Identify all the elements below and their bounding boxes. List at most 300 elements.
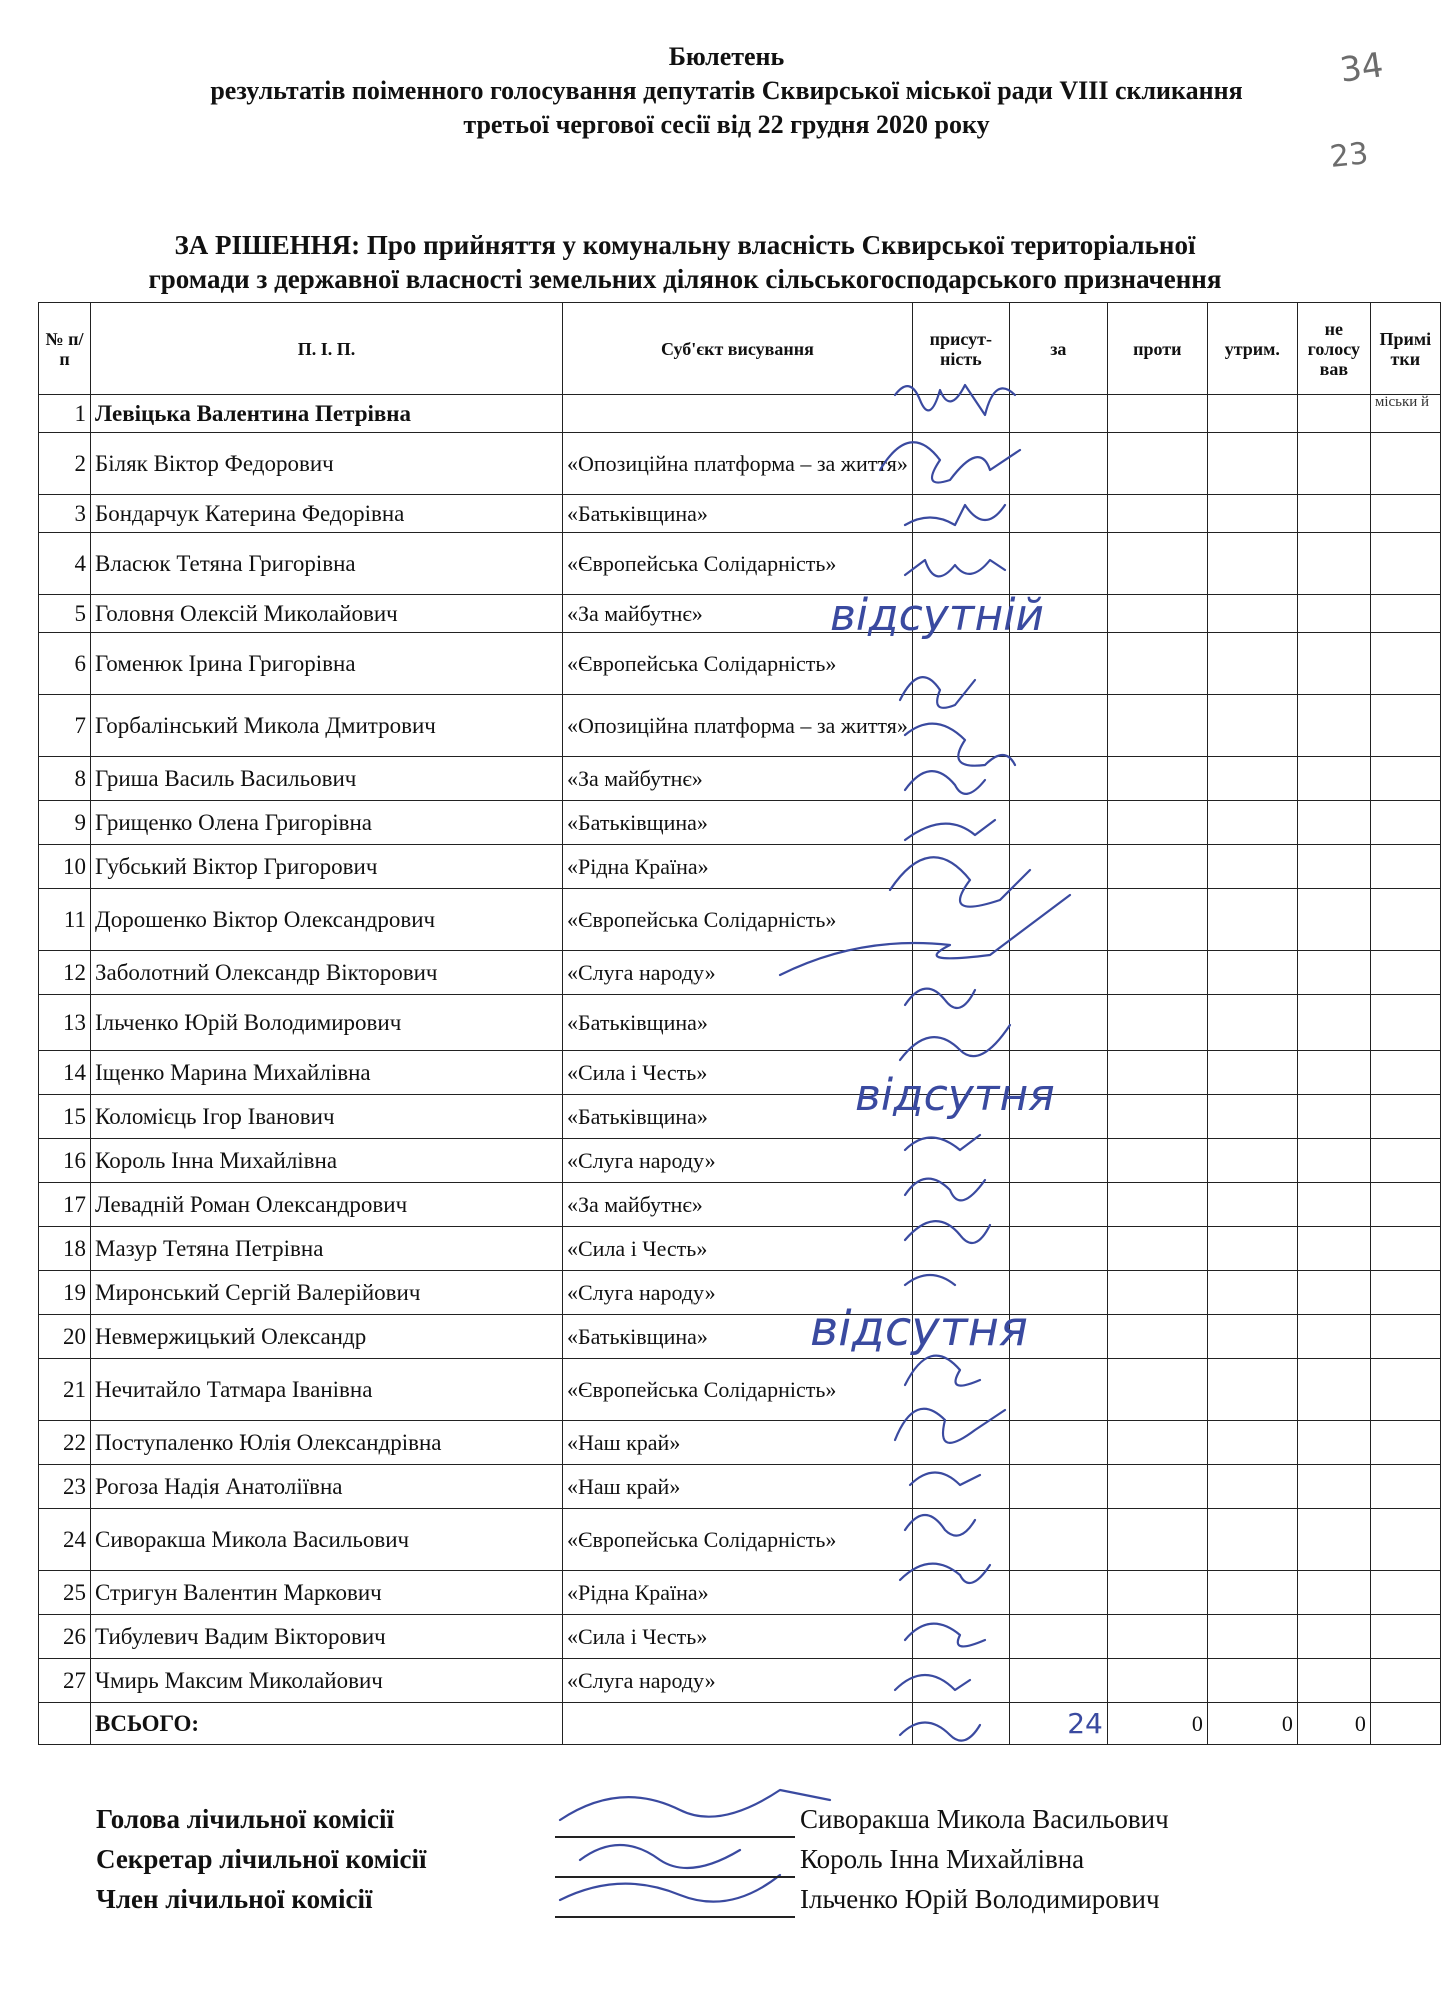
vote-for-cell — [1009, 1571, 1107, 1615]
note-cell — [1370, 495, 1440, 533]
vote-for-cell — [1009, 433, 1107, 495]
vote-for-cell — [1009, 1659, 1107, 1703]
vote-against-cell — [1107, 533, 1207, 595]
deputy-name: Король Інна Михайлівна — [91, 1139, 563, 1183]
note-cell — [1370, 1615, 1440, 1659]
col-header-party: Суб'єкт висування — [563, 303, 913, 395]
not-voted-cell — [1297, 951, 1370, 995]
not-voted-cell — [1297, 1271, 1370, 1315]
note-cell — [1370, 1183, 1440, 1227]
table-header-row — [39, 303, 1441, 395]
vote-against-cell — [1107, 633, 1207, 695]
absent-note-row-19: відсутня — [810, 1301, 1028, 1357]
vote-for-cell — [1009, 395, 1107, 433]
vote-abstain-cell — [1207, 433, 1297, 495]
deputy-name: Біляк Віктор Федорович — [91, 433, 563, 495]
totals-party-cell — [563, 1703, 913, 1745]
row-number: 5 — [39, 595, 91, 633]
totals-present-cell — [912, 1703, 1009, 1745]
vote-abstain-cell — [1207, 595, 1297, 633]
vote-for-cell — [1009, 845, 1107, 889]
present-cell — [912, 1183, 1009, 1227]
table-row — [39, 1659, 1441, 1703]
not-voted-cell — [1297, 495, 1370, 533]
commission-secretary-label: Секретар лічильної комісії — [96, 1844, 427, 1874]
deputy-name: Мазур Тетяна Петрівна — [91, 1227, 563, 1271]
vote-abstain-cell — [1207, 633, 1297, 695]
table-row — [39, 1183, 1441, 1227]
note-cell — [1370, 1421, 1440, 1465]
note-cell — [1370, 1659, 1440, 1703]
vote-for-cell — [1009, 1271, 1107, 1315]
table-row — [39, 695, 1441, 757]
deputy-name: Сиворакша Микола Васильович — [91, 1509, 563, 1571]
nominating-party: «Батьківщина» — [563, 495, 913, 533]
not-voted-cell — [1297, 633, 1370, 695]
nominating-party: «Рідна Країна» — [563, 1571, 913, 1615]
table-row — [39, 1095, 1441, 1139]
vote-for-cell — [1009, 695, 1107, 757]
row-number: 14 — [39, 1051, 91, 1095]
nominating-party: «За майбутнє» — [563, 1183, 913, 1227]
table-row — [39, 889, 1441, 951]
nominating-party: «Слуга народу» — [563, 1271, 913, 1315]
vote-abstain-cell — [1207, 1359, 1297, 1421]
note-cell — [1370, 1571, 1440, 1615]
row-number: 11 — [39, 889, 91, 951]
note-cell — [1370, 1509, 1440, 1571]
present-cell — [912, 951, 1009, 995]
table-row — [39, 395, 1441, 433]
table-row — [39, 533, 1441, 595]
row-number: 26 — [39, 1615, 91, 1659]
vote-against-cell — [1107, 495, 1207, 533]
not-voted-cell — [1297, 1615, 1370, 1659]
note-cell — [1370, 801, 1440, 845]
present-cell — [912, 1509, 1009, 1571]
table-row — [39, 801, 1441, 845]
vote-abstain-cell — [1207, 757, 1297, 801]
not-voted-cell — [1297, 695, 1370, 757]
vote-abstain-cell — [1207, 951, 1297, 995]
vote-against-cell — [1107, 1421, 1207, 1465]
not-voted-cell — [1297, 433, 1370, 495]
vote-abstain-cell — [1207, 801, 1297, 845]
commission-secretary-name: Король Інна Михайлівна — [800, 1844, 1085, 1874]
present-cell — [912, 757, 1009, 801]
deputy-name: Тибулевич Вадим Вікторович — [91, 1615, 563, 1659]
col-header-present: присут-ність — [912, 303, 1009, 395]
deputy-name: Гоменюк Ірина Григорівна — [91, 633, 563, 695]
present-cell — [912, 395, 1009, 433]
col-header-against: проти — [1107, 303, 1207, 395]
deputy-name: Стригун Валентин Маркович — [91, 1571, 563, 1615]
vote-for-cell — [1009, 889, 1107, 951]
col-header-num: № п/п — [39, 303, 91, 395]
nominating-party: «Опозиційна платформа – за життя» — [563, 695, 913, 757]
row-number: 27 — [39, 1659, 91, 1703]
table-row — [39, 495, 1441, 533]
present-cell — [912, 1465, 1009, 1509]
row-number: 13 — [39, 995, 91, 1051]
totals-for: 24 — [1009, 1703, 1107, 1745]
col-header-notes: Примі тки — [1370, 303, 1440, 395]
present-cell — [912, 1659, 1009, 1703]
present-cell — [912, 1421, 1009, 1465]
commission-member-label: Член лічильної комісії — [96, 1884, 373, 1914]
note-cell — [1370, 889, 1440, 951]
signature-chair — [560, 1790, 830, 1820]
vote-against-cell — [1107, 1051, 1207, 1095]
vote-for-cell — [1009, 1183, 1107, 1227]
note-cell — [1370, 995, 1440, 1051]
table-row — [39, 1421, 1441, 1465]
vote-against-cell — [1107, 845, 1207, 889]
not-voted-cell — [1297, 845, 1370, 889]
deputy-name: Іщенко Марина Михайлівна — [91, 1051, 563, 1095]
handwritten-page-number-secondary: 23 — [1328, 136, 1370, 175]
table-row — [39, 633, 1441, 695]
vote-against-cell — [1107, 1183, 1207, 1227]
vote-abstain-cell — [1207, 1227, 1297, 1271]
present-cell — [912, 495, 1009, 533]
vote-abstain-cell — [1207, 1183, 1297, 1227]
row-number: 23 — [39, 1465, 91, 1509]
not-voted-cell — [1297, 889, 1370, 951]
not-voted-cell — [1297, 533, 1370, 595]
deputy-name: Левадній Роман Олександрович — [91, 1183, 563, 1227]
note-cell — [1370, 1139, 1440, 1183]
nominating-party: «Сила і Честь» — [563, 1615, 913, 1659]
vote-for-cell — [1009, 1615, 1107, 1659]
table-row — [39, 433, 1441, 495]
note-cell — [1370, 1315, 1440, 1359]
present-cell — [912, 433, 1009, 495]
not-voted-cell — [1297, 1315, 1370, 1359]
not-voted-cell — [1297, 1421, 1370, 1465]
vote-abstain-cell — [1207, 533, 1297, 595]
vote-against-cell — [1107, 395, 1207, 433]
vote-abstain-cell — [1207, 1615, 1297, 1659]
nominating-party: «Наш край» — [563, 1421, 913, 1465]
row-number: 17 — [39, 1183, 91, 1227]
vote-for-cell — [1009, 533, 1107, 595]
deputy-name: Бондарчук Катерина Федорівна — [91, 495, 563, 533]
present-cell — [912, 1051, 1009, 1095]
deputy-name: Головня Олексій Миколайович — [91, 595, 563, 633]
present-cell — [912, 1227, 1009, 1271]
present-cell — [912, 995, 1009, 1051]
absent-note-row-5: відсутній — [830, 590, 1045, 641]
totals-not-voted: 0 — [1297, 1703, 1370, 1745]
vote-against-cell — [1107, 889, 1207, 951]
signature-member — [560, 1875, 780, 1902]
row-number: 7 — [39, 695, 91, 757]
deputy-name: Рогоза Надія Анатоліївна — [91, 1465, 563, 1509]
present-cell — [912, 533, 1009, 595]
row-number: 18 — [39, 1227, 91, 1271]
commission-chair-label: Голова лічильної комісії — [96, 1804, 394, 1834]
col-header-for: за — [1009, 303, 1107, 395]
vote-for-cell — [1009, 633, 1107, 695]
vote-abstain-cell — [1207, 1315, 1297, 1359]
table-row — [39, 595, 1441, 633]
totals-against: 0 — [1107, 1703, 1207, 1745]
nominating-party: «Батьківщина» — [563, 995, 913, 1051]
vote-against-cell — [1107, 757, 1207, 801]
table-row — [39, 1315, 1441, 1359]
vote-for-cell — [1009, 801, 1107, 845]
table-row — [39, 1509, 1441, 1571]
commission-chair-signature-line — [555, 1836, 795, 1838]
row-number: 25 — [39, 1571, 91, 1615]
not-voted-cell — [1297, 1227, 1370, 1271]
row-number: 21 — [39, 1359, 91, 1421]
vote-abstain-cell — [1207, 1271, 1297, 1315]
table-row — [39, 1615, 1441, 1659]
present-cell — [912, 1615, 1009, 1659]
deputy-name: Чмирь Максим Миколайович — [91, 1659, 563, 1703]
not-voted-cell — [1297, 1509, 1370, 1571]
commission-member-name: Ільченко Юрій Володимирович — [800, 1884, 1160, 1914]
note-cell — [1370, 633, 1440, 695]
vote-for-cell — [1009, 1509, 1107, 1571]
note-cell: міськи й — [1370, 395, 1440, 433]
signature-secretary — [580, 1845, 740, 1868]
decision-title: ЗА РІШЕННЯ: Про прийняття у комунальну власність Сквирської територіальної — [174, 230, 1196, 260]
deputy-name: Невмержицький Олександр — [91, 1315, 563, 1359]
vote-for-cell — [1009, 1051, 1107, 1095]
deputy-name: Заболотний Олександр Вікторович — [91, 951, 563, 995]
vote-against-cell — [1107, 1271, 1207, 1315]
commission-secretary-signature-line — [555, 1876, 795, 1878]
row-number: 4 — [39, 533, 91, 595]
note-cell — [1370, 1271, 1440, 1315]
absent-note-row-14: відсутня — [855, 1070, 1055, 1121]
row-number: 12 — [39, 951, 91, 995]
nominating-party: «Європейська Солідарність» — [563, 1509, 913, 1571]
present-cell — [912, 595, 1009, 633]
vote-against-cell — [1107, 695, 1207, 757]
vote-abstain-cell — [1207, 889, 1297, 951]
present-cell — [912, 801, 1009, 845]
deputy-name: Ільченко Юрій Володимирович — [91, 995, 563, 1051]
vote-against-cell — [1107, 1315, 1207, 1359]
not-voted-cell — [1297, 757, 1370, 801]
table-row — [39, 757, 1441, 801]
deputy-name: Дорошенко Віктор Олександрович — [91, 889, 563, 951]
note-cell — [1370, 433, 1440, 495]
vote-abstain-cell — [1207, 495, 1297, 533]
not-voted-cell — [1297, 1095, 1370, 1139]
row-number: 16 — [39, 1139, 91, 1183]
note-cell — [1370, 533, 1440, 595]
vote-abstain-cell — [1207, 1571, 1297, 1615]
note-cell — [1370, 951, 1440, 995]
vote-abstain-cell — [1207, 845, 1297, 889]
totals-empty-cell — [39, 1703, 91, 1745]
table-row — [39, 1465, 1441, 1509]
present-cell — [912, 1095, 1009, 1139]
table-row — [39, 951, 1441, 995]
nominating-party: «Слуга народу» — [563, 1659, 913, 1703]
vote-against-cell — [1107, 1615, 1207, 1659]
totals-abstain: 0 — [1207, 1703, 1297, 1745]
vote-for-cell — [1009, 1465, 1107, 1509]
note-cell — [1370, 1359, 1440, 1421]
vote-abstain-cell — [1207, 1659, 1297, 1703]
ballot-title: Бюлетень — [668, 42, 785, 71]
not-voted-cell — [1297, 1465, 1370, 1509]
nominating-party: «Сила і Честь» — [563, 1227, 913, 1271]
row-number: 2 — [39, 433, 91, 495]
vote-for-cell — [1009, 1421, 1107, 1465]
not-voted-cell — [1297, 1051, 1370, 1095]
note-cell — [1370, 695, 1440, 757]
deputy-name: Коломієць Ігор Іванович — [91, 1095, 563, 1139]
not-voted-cell — [1297, 1659, 1370, 1703]
totals-row — [39, 1703, 1441, 1745]
nominating-party — [563, 395, 913, 433]
commission-chair-name: Сиворакша Микола Васильович — [800, 1804, 1169, 1834]
row-number: 3 — [39, 495, 91, 533]
note-cell — [1370, 1227, 1440, 1271]
deputy-name: Миронський Сергій Валерійович — [91, 1271, 563, 1315]
table-row — [39, 1051, 1441, 1095]
nominating-party: «Сила і Честь» — [563, 1051, 913, 1095]
handwritten-page-number: 34 — [1337, 45, 1386, 91]
note-cell — [1370, 595, 1440, 633]
deputy-name: Поступаленко Юлія Олександрівна — [91, 1421, 563, 1465]
vote-for-cell — [1009, 1139, 1107, 1183]
totals-notes-cell — [1370, 1703, 1440, 1745]
vote-abstain-cell — [1207, 1051, 1297, 1095]
table-row — [39, 1271, 1441, 1315]
not-voted-cell — [1297, 595, 1370, 633]
vote-for-cell — [1009, 757, 1107, 801]
nominating-party: «За майбутнє» — [563, 757, 913, 801]
table-row — [39, 1359, 1441, 1421]
nominating-party: «Європейська Солідарність» — [563, 533, 913, 595]
vote-for-cell — [1009, 1359, 1107, 1421]
deputy-name: Губський Віктор Григорович — [91, 845, 563, 889]
nominating-party: «Батьківщина» — [563, 801, 913, 845]
table-row — [39, 1571, 1441, 1615]
row-number: 22 — [39, 1421, 91, 1465]
present-cell — [912, 845, 1009, 889]
vote-against-cell — [1107, 1659, 1207, 1703]
commission-member-signature-line — [555, 1916, 795, 1918]
note-cell — [1370, 1465, 1440, 1509]
deputy-name: Грищенко Олена Григорівна — [91, 801, 563, 845]
session-date-line: третьої чергової сесії від 22 грудня 2020 року — [463, 110, 990, 139]
not-voted-cell — [1297, 1571, 1370, 1615]
row-number: 20 — [39, 1315, 91, 1359]
row-number: 10 — [39, 845, 91, 889]
nominating-party: «Опозиційна платформа – за життя» — [563, 433, 913, 495]
row-number: 24 — [39, 1509, 91, 1571]
row-number: 9 — [39, 801, 91, 845]
vote-against-cell — [1107, 801, 1207, 845]
table-row — [39, 995, 1441, 1051]
vote-for-cell — [1009, 995, 1107, 1051]
vote-abstain-cell — [1207, 1465, 1297, 1509]
vote-against-cell — [1107, 995, 1207, 1051]
present-cell — [912, 1139, 1009, 1183]
vote-against-cell — [1107, 951, 1207, 995]
ballot-subtitle: результатів поіменного голосування депутатів Сквирської міської ради VIII скликання — [210, 76, 1243, 105]
deputy-name: Гриша Василь Васильович — [91, 757, 563, 801]
not-voted-cell — [1297, 1139, 1370, 1183]
vote-for-cell — [1009, 1227, 1107, 1271]
nominating-party: «За майбутнє» — [563, 595, 913, 633]
vote-against-cell — [1107, 1227, 1207, 1271]
vote-against-cell — [1107, 1359, 1207, 1421]
table-row — [39, 1139, 1441, 1183]
vote-against-cell — [1107, 1509, 1207, 1571]
nominating-party: «Батьківщина» — [563, 1315, 913, 1359]
table-row — [39, 1227, 1441, 1271]
nominating-party: «Європейська Солідарність» — [563, 633, 913, 695]
vote-abstain-cell — [1207, 695, 1297, 757]
deputy-name: Левіцька Валентина Петрівна — [91, 395, 563, 433]
vote-for-cell — [1009, 1095, 1107, 1139]
nominating-party: «Слуга народу» — [563, 1139, 913, 1183]
vote-against-cell — [1107, 1139, 1207, 1183]
present-cell — [912, 695, 1009, 757]
voting-table — [38, 302, 1441, 1745]
not-voted-cell — [1297, 1183, 1370, 1227]
row-number: 19 — [39, 1271, 91, 1315]
nominating-party: «Європейська Солідарність» — [563, 889, 913, 951]
vote-abstain-cell — [1207, 395, 1297, 433]
note-cell — [1370, 845, 1440, 889]
vote-against-cell — [1107, 433, 1207, 495]
not-voted-cell — [1297, 1359, 1370, 1421]
not-voted-cell — [1297, 395, 1370, 433]
nominating-party: «Наш край» — [563, 1465, 913, 1509]
totals-label: ВСЬОГО: — [91, 1703, 563, 1745]
decision-title-continued: громади з державної власності земельних ділянок сільськогосподарського призначення — [148, 264, 1222, 294]
vote-for-cell — [1009, 951, 1107, 995]
present-cell — [912, 1271, 1009, 1315]
row-number: 15 — [39, 1095, 91, 1139]
note-cell — [1370, 1051, 1440, 1095]
present-cell — [912, 1571, 1009, 1615]
note-cell — [1370, 1095, 1440, 1139]
row-number: 8 — [39, 757, 91, 801]
col-header-name: П. І. П. — [91, 303, 563, 395]
vote-against-cell — [1107, 1571, 1207, 1615]
present-cell — [912, 889, 1009, 951]
nominating-party: «Рідна Країна» — [563, 845, 913, 889]
col-header-abstain: утрим. — [1207, 303, 1297, 395]
table-row — [39, 845, 1441, 889]
row-number: 6 — [39, 633, 91, 695]
deputy-name: Горбалінський Микола Дмитрович — [91, 695, 563, 757]
note-cell — [1370, 757, 1440, 801]
vote-abstain-cell — [1207, 1139, 1297, 1183]
present-cell — [912, 633, 1009, 695]
present-cell — [912, 1359, 1009, 1421]
row-number: 1 — [39, 395, 91, 433]
vote-abstain-cell — [1207, 995, 1297, 1051]
nominating-party: «Європейська Солідарність» — [563, 1359, 913, 1421]
vote-for-cell — [1009, 1315, 1107, 1359]
deputy-name: Нечитайло Татмара Іванівна — [91, 1359, 563, 1421]
vote-abstain-cell — [1207, 1095, 1297, 1139]
deputy-name: Власюк Тетяна Григорівна — [91, 533, 563, 595]
